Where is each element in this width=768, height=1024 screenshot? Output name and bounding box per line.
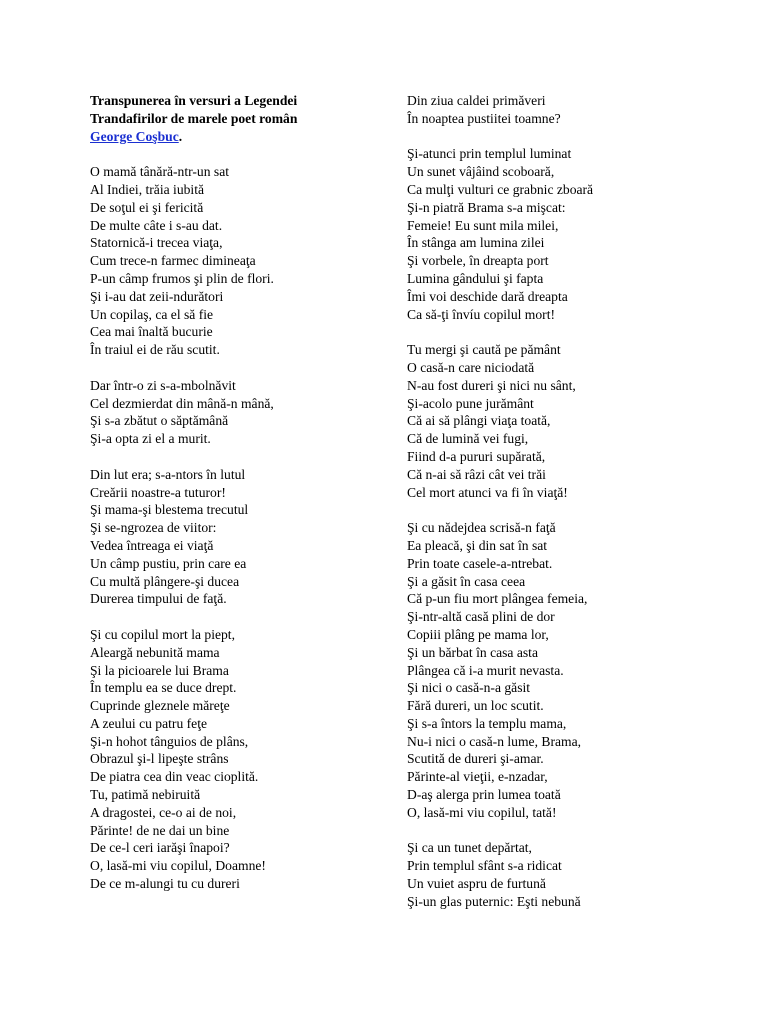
- verse-line: Cel dezmierdat din mână-n mână,: [90, 395, 274, 411]
- verse-line: Obrazul şi-l lipeşte strâns: [90, 751, 229, 767]
- verse-line: Fără dureri, un loc scutit.: [407, 698, 544, 714]
- verse-line: Cel mort atunci va fi în viaţă!: [407, 484, 568, 500]
- verse-line: Durerea timpului de faţă.: [90, 591, 227, 607]
- verse-line: Lumina gândului şi fapta: [407, 270, 544, 286]
- verse-line: Al Indiei, trăia iubită: [90, 181, 205, 197]
- verse-line: Şi i-au dat zeii-ndurători: [90, 288, 224, 304]
- verse-line: Şi un bărbat în casa asta: [407, 644, 538, 660]
- verse-line: Şi s-a întors la templu mama,: [407, 715, 567, 731]
- title-line-2: Trandafirilor de marele poet român: [90, 110, 298, 126]
- verse-line: De soţul ei şi fericită: [90, 199, 204, 215]
- title-line-3: [90, 128, 390, 146]
- verse-line: P-un câmp frumos şi plin de flori.: [90, 270, 274, 286]
- verse-line: Că de lumină vei fugi,: [407, 431, 529, 447]
- verse-line: O mamă tânără-ntr-un sat: [90, 164, 230, 180]
- verse-line: Tu, patimă nebiruită: [90, 787, 201, 803]
- verse-line: Şi-atunci prin templul luminat: [407, 146, 572, 162]
- verse-line: Şi-ntr-altă casă plini de dor: [407, 609, 555, 625]
- verse-line: Statornică-i trecea viaţa,: [90, 235, 223, 251]
- verse-line: Ea pleacă, şi din sat în sat: [407, 537, 548, 553]
- verse-line: Ca mulţi vulturi ce grabnic zboară: [407, 181, 594, 197]
- verse-line: Plângea că i-a murit nevasta.: [407, 662, 564, 678]
- verse-line: Tu mergi şi caută pe pământ: [407, 342, 561, 358]
- verse-line: În traiul ei de rău scutit.: [90, 342, 220, 358]
- author-link[interactable]: George Coşbuc: [90, 128, 179, 144]
- verse-line: Şi ca un tunet depărtat,: [407, 840, 532, 856]
- left-stanzas: [90, 163, 390, 893]
- verse-line: Părinte-al vieţii, e-nzadar,: [407, 769, 548, 785]
- verse-line: A zeului cu patru feţe: [90, 715, 208, 731]
- stanza: [407, 92, 727, 128]
- verse-line: Şi-un glas puternic: Eşti nebună: [407, 893, 581, 909]
- verse-line: O, lasă-mi viu copilul, Doamne!: [90, 858, 266, 874]
- verse-line: Şi-a opta zi el a murit.: [90, 431, 211, 447]
- verse-line: Dar într-o zi s-a-mbolnăvit: [90, 377, 236, 393]
- verse-line: Şi-acolo pune jurământ: [407, 395, 534, 411]
- stanza: [407, 145, 727, 323]
- verse-line: În noaptea pustiitei toamne?: [407, 110, 561, 126]
- verse-line: Şi-n hohot tânguios de plâns,: [90, 733, 249, 749]
- verse-line: Cea mai înaltă bucurie: [90, 324, 213, 340]
- verse-line: Că p-un fiu mort plângea femeia,: [407, 591, 588, 607]
- verse-line: Şi cu nădejdea scrisă-n faţă: [407, 520, 556, 536]
- verse-line: Scutită de dureri şi-amar.: [407, 751, 544, 767]
- verse-line: Din lut era; s-a-ntors în lutul: [90, 466, 246, 482]
- left-column: [90, 92, 390, 893]
- verse-line: Şi mama-şi blestema trecutul: [90, 502, 249, 518]
- verse-line: De ce-l ceri iarăşi înapoi?: [90, 840, 230, 856]
- verse-line: A dragostei, ce-o ai de noi,: [90, 804, 237, 820]
- verse-line: Cu multă plângere-şi ducea: [90, 573, 240, 589]
- verse-line: Prin toate casele-a-ntrebat.: [407, 555, 553, 571]
- verse-line: De piatra cea din veac cioplită.: [90, 769, 259, 785]
- verse-line: Un vuiet aspru de furtună: [407, 876, 546, 892]
- stanza: [90, 163, 390, 359]
- verse-line: Că ai să plângi viaţa toată,: [407, 413, 551, 429]
- verse-line: Şi s-a zbătut o săptămână: [90, 413, 229, 429]
- verse-line: Un copilaş, ca el să fie: [90, 306, 214, 322]
- verse-line: Din ziua caldei primăveri: [407, 93, 546, 108]
- verse-line: O casă-n care niciodată: [407, 359, 535, 375]
- verse-line: Şi a găsit în casa ceea: [407, 573, 526, 589]
- verse-line: Creării noastre-a tuturor!: [90, 484, 226, 500]
- verse-line: O, lasă-mi viu copilul, tată!: [407, 804, 557, 820]
- stanza: [407, 341, 727, 501]
- verse-line: Că n-ai să râzi cât vei trăi: [407, 466, 546, 482]
- right-column: [407, 92, 727, 911]
- verse-line: Îmi voi deschide dară dreapta: [407, 288, 568, 304]
- poem-title: [90, 92, 390, 145]
- verse-line: Nu-i nici o casă-n lume, Brama,: [407, 733, 582, 749]
- verse-line: Copiii plâng pe mama lor,: [407, 626, 549, 642]
- verse-line: Şi nici o casă-n-a găsit: [407, 680, 531, 696]
- verse-line: Şi la picioarele lui Brama: [90, 662, 229, 678]
- verse-line: În templu ea se duce drept.: [90, 680, 237, 696]
- right-stanzas: [407, 92, 727, 911]
- verse-line: De ce m-alungi tu cu dureri: [90, 876, 240, 892]
- verse-line: Şi-n piatră Brama s-a mişcat:: [407, 199, 566, 215]
- verse-line: Părinte! de ne dai un bine: [90, 822, 230, 838]
- verse-line: Un câmp pustiu, prin care ea: [90, 555, 247, 571]
- verse-line: D-aş alerga prin lumea toată: [407, 787, 561, 803]
- verse-line: Fiind d-a pururi supărată,: [407, 448, 546, 464]
- title-line-1: Transpunerea în versuri a Legendei: [90, 93, 298, 108]
- verse-line: Un sunet vâjâind scoboară,: [407, 164, 555, 180]
- verse-line: Şi vorbele, în dreapta port: [407, 253, 549, 269]
- stanza: [90, 466, 390, 608]
- verse-line: Cuprinde gleznele măreţe: [90, 698, 230, 714]
- verse-line: Prin templul sfânt s-a ridicat: [407, 858, 562, 874]
- stanza: [90, 626, 390, 893]
- stanza: [90, 377, 390, 448]
- verse-line: Şi se-ngrozea de viitor:: [90, 520, 217, 536]
- verse-line: Ca să-ţi învíu copilul mort!: [407, 306, 555, 322]
- verse-line: De multe câte i s-au dat.: [90, 217, 223, 233]
- verse-line: Aleargă nebunită mama: [90, 644, 220, 660]
- verse-line: N-au fost dureri şi nici nu sânt,: [407, 377, 576, 393]
- stanza: [407, 519, 727, 822]
- stanza: [407, 839, 727, 910]
- verse-line: Şi cu copilul mort la piept,: [90, 626, 235, 642]
- verse-line: Femeie! Eu sunt mila milei,: [407, 217, 559, 233]
- verse-line: Cum trece-n farmec dimineaţa: [90, 253, 256, 269]
- verse-line: Vedea întreaga ei viaţă: [90, 537, 214, 553]
- author-suffix: .: [178, 128, 183, 144]
- verse-line: În stânga am lumina zilei: [407, 235, 545, 251]
